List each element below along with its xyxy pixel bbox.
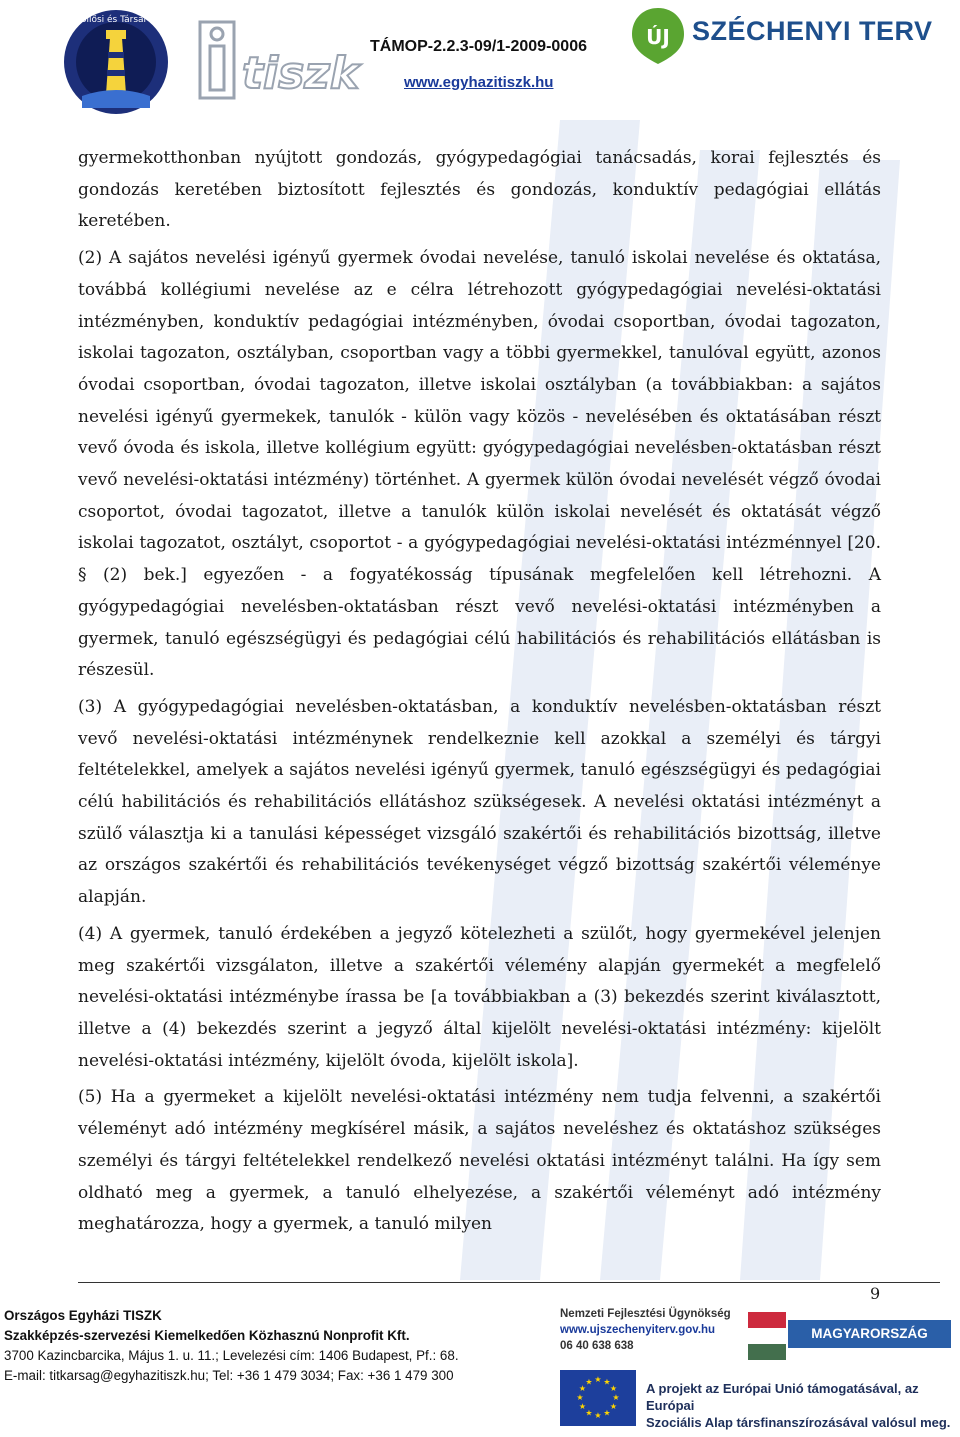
svg-text:ÚJ: ÚJ: [646, 25, 670, 49]
paragraph-5: (5) Ha a gyermeket a kijelölt nevelési-oktatási intézmény nem tudja felvenni, a szakértői véleményt adó intézmény megkísérel másik, a sajátos neveléshez és oktatáshoz szükséges személyi és tárgyi feltételekkel rendelkező nevelési oktatási intézményt találni. Ha így sem oldható meg a gyermek, a tanuló elhelyezése, a szakértői véleményt adó intézmény meghatározza, hogy a gyermek, a tanuló milyen: [78, 1087, 881, 1235]
lighthouse-logo: [62, 8, 170, 116]
svg-text:★: ★: [578, 1402, 587, 1411]
nfu-phone: 06 40 638 638: [560, 1340, 634, 1352]
nfu-title: Nemzeti Fejlesztési Ügynökség: [560, 1308, 731, 1320]
szechenyi-logo-icon: [628, 6, 688, 66]
footer-org-fullname: Szakképzés-szervezési Kiemelkedően Közhasznú Nonprofit Kft.: [4, 1328, 410, 1343]
svg-text:★: ★: [603, 1408, 611, 1418]
paragraph-2: (2) A sajátos nevelési igényű gyermek óvodai nevelése, tanuló iskolai nevelése és oktatása, továbbá kollégiumi nevelése az e célra létrehozott gyógypedagógiai nevelési-oktatási intézményben, konduktív pedagógiai intézményben, óvodai csoportban, óvodai tagozaton, iskolai tagozaton, osztályban, csoportban vagy a többi gyermekkel, tanulóval együtt, azonos óvodai csoportban, óvodai tagozaton, illetve iskolai osztályban (a továbbiakban: a sajátos nevelési igényű gyermekek, tanulók - külön vagy közös - nevelésében és oktatásában részt vevő óvoda és iskola, illetve kollégium együtt: gyógypedagógiai nevelésben-oktatásban részt vevő nevelési-oktatási intézmény) történhet. A gyermek külön óvodai nevelését végző óvodai csoportot, óvodai tagozatot, illetve a tanulók külön iskolai nevelését és oktatását végző iskolai tagozatot, osztályt, csoportot - a gyógypedagógiai nevelési-oktatási intézménnyel [20. § (2) bek.] egyezően - a fogyatékosság típusának megfelelően kell létrehozni. A gyógypedagógiai nevelésben-oktatásban részt vevő nevelési-oktatási intézményben a gyermek, tanuló egészségügyi és pedagógiai célú habilitációs és rehabilitációs ellátásban is részesül.: [78, 248, 881, 681]
page-number: 9: [870, 1284, 881, 1303]
szechenyi-terv-title: SZÉCHENYI TERV: [692, 16, 933, 46]
footer-divider: [78, 1282, 940, 1283]
footer-contact: E-mail: titkarsag@egyhazitiszk.hu; Tel: +36 1 479 3034; Fax: +36 1 479 300: [4, 1368, 454, 1383]
svg-text:★: ★: [612, 1393, 620, 1402]
svg-text:★: ★: [585, 1408, 593, 1418]
svg-text:★: ★: [609, 1402, 618, 1411]
nfu-url[interactable]: www.ujszechenyiterv.gov.hu: [560, 1324, 716, 1336]
nfu-block: [560, 1306, 731, 1354]
tiszk-logo: [198, 18, 360, 104]
eu-support-line1: A projekt az Európai Unió támogatásával, az Európai: [646, 1381, 919, 1413]
svg-text:★: ★: [594, 1411, 602, 1420]
svg-text:Szőllősi és Társai Bt.: Szőllősi és Társai Bt.: [70, 15, 162, 25]
footer-org-name: Országos Egyházi TISZK: [4, 1308, 162, 1323]
paragraph-continuation: gyermekotthonban nyújtott gondozás, gyógypedagógiai tanácsadás, korai fejlesztés és gondozás keretében biztosított fejlesztés és gondozás, konduktív pedagógiai ellátás keretében.: [78, 148, 881, 232]
paragraph-3: (3) A gyógypedagógiai nevelésben-oktatásban, a konduktív nevelésben-oktatásban részt vevő nevelési-oktatási intézménynek rendelkeznie kell azokkal a személyi és tárgyi feltételekkel, amelyek a sajátos nevelési igényű gyermek, tanuló egészségügyi és pedagógiai célú habilitációs és rehabilitációs ellátáshoz szükségesek. A nevelési oktatási intézményt a szülő választja ki a tanulási képességet vizsgáló szakértői és rehabilitációs bizottság, illetve az országos szakértői és rehabilitációs tevékenységet végző bizottság szakértői véleménye alapján.: [78, 696, 881, 908]
svg-text:tiszk: tiszk: [242, 48, 360, 99]
svg-text:★: ★: [609, 1384, 618, 1393]
website-link[interactable]: www.egyhazitiszk.hu: [404, 74, 554, 91]
document-body: [78, 143, 881, 1246]
paragraph-4: (4) A gyermek, tanuló érdekében a jegyző kötelezheti a szülőt, hogy gyermekével jelenjen meg szakértői vizsgálaton, illetve a szakértői vélemény alapján gyermekét a megfelelő nevelési-oktatási intézménybe írassa be [a továbbiakban a (3) bekezdés szerint kiválasztott, illetve a (4) bekezdés szerint a jegyző által kijelölt nevelési-oktatási intézmény: kijelölt nevelési-oktatási intézmény, kijelölt óvoda, kijelölt iskola].: [78, 923, 881, 1071]
footer-address: 3700 Kazincbarcika, Május 1. u. 11.; Levelezési cím: 1406 Budapest, Pf.: 68.: [4, 1348, 459, 1363]
svg-text:★: ★: [594, 1375, 602, 1384]
eu-support-line2: Szociális Alap társfinanszírozásával valósul meg.: [646, 1415, 951, 1430]
project-code: TÁMOP-2.2.3-09/1-2009-0006: [370, 38, 587, 55]
footer-contact-block: [4, 1306, 459, 1386]
eu-flag-icon: [560, 1370, 636, 1426]
svg-text:★: ★: [603, 1377, 611, 1387]
svg-text:★: ★: [585, 1377, 593, 1387]
page-header: [0, 0, 960, 125]
svg-text:★: ★: [578, 1384, 587, 1393]
eu-support-text: [646, 1380, 960, 1431]
magyarorszag-megujul-banner: MAGYARORSZÁG MEGÚJUL: [788, 1320, 951, 1348]
svg-text:★: ★: [576, 1393, 584, 1402]
hungarian-flag-icon: [748, 1312, 786, 1360]
